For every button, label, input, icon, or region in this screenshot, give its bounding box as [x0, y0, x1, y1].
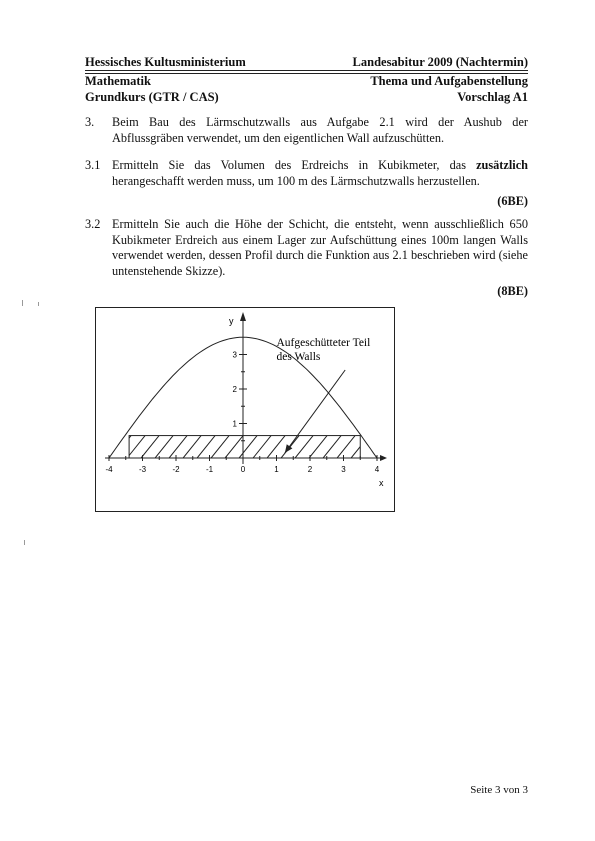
sketch-canvas: [96, 308, 394, 511]
subject-block: [85, 73, 219, 105]
hatch-line: [211, 436, 229, 458]
topic-label: Thema und Aufgabenstellung: [370, 74, 528, 88]
y-tick-label: 3: [232, 350, 237, 360]
y-tick-label: 1: [232, 419, 237, 429]
hatch-line: [323, 436, 341, 458]
wall-profile-sketch: [95, 307, 395, 512]
annotation-line-2: des Walls: [276, 351, 321, 363]
x-tick-label: -4: [105, 465, 113, 474]
hatch-line: [267, 436, 285, 458]
task-points: (8BE): [497, 284, 528, 298]
y-axis-label: y: [229, 316, 234, 326]
hatch-line: [337, 436, 355, 458]
hatch-line: [239, 436, 257, 458]
x-tick-label: -1: [205, 465, 214, 474]
hatch-line: [169, 436, 187, 458]
scan-speck: [24, 540, 25, 545]
x-tick-label: 1: [274, 465, 279, 474]
x-tick-label: -2: [172, 465, 180, 474]
ministry-header: Hessisches Kultusministerium: [85, 55, 246, 69]
hatch-line: [295, 436, 313, 458]
task-text: [112, 158, 528, 189]
page-number: Seite 3 von 3: [470, 784, 528, 796]
y-tick-label: 2: [232, 385, 237, 394]
hatch-line: [197, 436, 215, 458]
task-3-1: [85, 158, 528, 210]
annotation-line-1: Aufgeschütteter Teil: [276, 337, 371, 349]
subject-label: Mathematik: [85, 74, 151, 88]
task-number: 3.2: [85, 217, 101, 231]
header-rule-top: [85, 70, 528, 71]
task-text: Beim Bau des Lärmschutzwalls aus Aufgabe 2.1 wird der Aushub der Abflussgräben verwendet, um den eigentlichen Wall aufzuschütten.: [112, 115, 528, 145]
exam-header: Landesabitur 2009 (Nachtermin): [352, 55, 528, 69]
hatch-line: [379, 436, 394, 458]
hatch-line: [141, 436, 159, 458]
hatch-line: [253, 436, 271, 458]
y-axis-arrow-icon: [240, 312, 246, 321]
scan-speck: [22, 300, 23, 306]
scan-speck: [38, 302, 39, 306]
x-tick-label: 4: [374, 465, 380, 474]
proposal-label: Vorschlag A1: [457, 90, 528, 104]
task-text-emphasis: zusätzlich: [476, 158, 528, 172]
task-text-part: Ermitteln Sie das Volumen des Erdreichs in Kubikmeter, das: [112, 158, 477, 172]
hatch-line: [99, 436, 117, 458]
annotation-pointer: [285, 370, 345, 453]
task-points: (6BE): [497, 194, 528, 208]
task-3-2: [85, 217, 528, 300]
x-tick-label: -3: [138, 465, 147, 474]
x-tick-label: 2: [307, 465, 313, 474]
x-tick-label: 3: [341, 465, 346, 474]
hatch-line: [309, 436, 327, 458]
x-axis-label: x: [379, 478, 384, 488]
hatch-line: [183, 436, 201, 458]
x-tick-label: 0: [240, 465, 246, 474]
hatch-line: [225, 436, 243, 458]
hatch-line: [155, 436, 173, 458]
course-label: Grundkurs (GTR / CAS): [85, 90, 219, 104]
task-number: 3.1: [85, 158, 101, 172]
x-axis-arrow-icon: [380, 455, 387, 461]
task-text-part: herangeschafft werden muss, um 100 m des Lärmschutzwalls herzustellen.: [112, 173, 480, 188]
hatch-line: [127, 436, 145, 458]
task-text: Ermitteln Sie auch die Höhe der Schicht, die entsteht, wenn ausschließlich 650 Kubikmeter Erdreich aus einem Lager zur Aufschüttung eines 100m langen Walls verwendet werden, dessen Profil durch die Funktion aus 2.1 beschrieben wird (siehe untenstehende Skizze).: [112, 217, 528, 278]
topic-block: [370, 73, 528, 105]
task-number: 3.: [85, 115, 95, 129]
task-3: [85, 115, 528, 146]
hatched-layer: [99, 436, 394, 458]
